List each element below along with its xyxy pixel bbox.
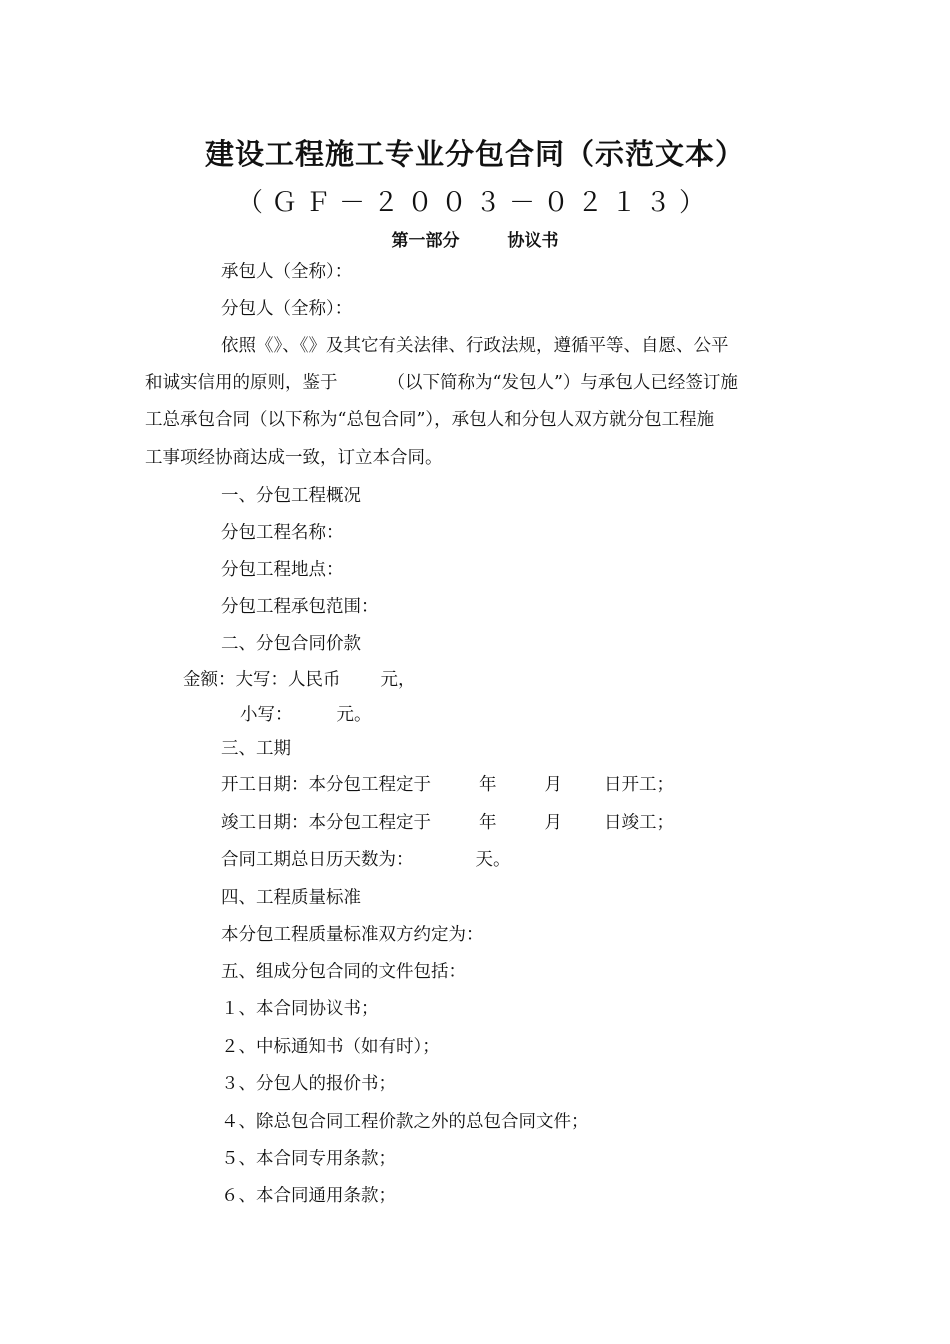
total-days-label: 合同工期总日历天数为： — [221, 850, 414, 870]
document-title: 建设工程施工专业分包合同（示范文本） — [204, 137, 745, 171]
finish-day: 日竣工； — [604, 813, 674, 833]
list-item: ５、本合同专用条款； — [221, 1149, 396, 1169]
finish-date-label: 竣工日期：本分包工程定于 — [221, 813, 431, 833]
list-item: ６、本合同通用条款； — [221, 1186, 396, 1206]
list-item: １、本合同协议书； — [221, 999, 379, 1019]
section-2-heading: 二、分包合同价款 — [221, 634, 361, 654]
total-days-unit: 天。 — [475, 850, 511, 870]
intro-line-2 — [145, 371, 738, 395]
project-name-line: 分包工程名称： — [221, 523, 344, 543]
project-location-line: 分包工程地点： — [221, 560, 344, 580]
start-date-line — [221, 773, 674, 797]
start-year: 年 — [479, 775, 497, 795]
section-4-heading: 四、工程质量标准 — [221, 888, 361, 908]
start-date-label: 开工日期：本分包工程定于 — [221, 775, 431, 795]
contractor-line: 承包人（全称）： — [221, 262, 353, 282]
intro-line-1: 依照《》、《》及其它有关法律、行政法规，遵循平等、自愿、公平 — [221, 336, 729, 356]
amount-words-line — [183, 668, 416, 692]
list-item: ３、分包人的报价书； — [221, 1074, 396, 1094]
finish-date-line — [221, 811, 674, 835]
list-item: ２、中标通知书（如有时）； — [221, 1037, 440, 1057]
amount-figures-label: 小写： — [240, 705, 293, 725]
intro-line-3: 工总承包合同（以下称为“总包合同”），承包人和分包人双方就分包工程施 — [145, 410, 715, 430]
document-code: （ＧＦ－２００３－０２１３） — [236, 188, 713, 218]
amount-words-unit: 元， — [380, 670, 416, 690]
section-3-heading: 三、工期 — [221, 739, 291, 759]
part-name: 协议书 — [507, 231, 559, 251]
amount-figures-unit: 元。 — [336, 705, 372, 725]
total-days-line — [221, 848, 511, 872]
start-day: 日开工； — [604, 775, 674, 795]
part-label: 第一部分 — [391, 231, 460, 251]
finish-month: 月 — [544, 813, 562, 833]
amount-words-label: 金额：大写：人民币 — [183, 670, 341, 690]
start-month: 月 — [544, 775, 562, 795]
intro-line-2a: 和诚实信用的原则，鉴于 — [145, 373, 338, 393]
section-5-heading: 五、组成分包合同的文件包括： — [221, 962, 466, 982]
intro-line-2b: （以下简称为“发包人”）与承包人已经签订施 — [387, 373, 738, 393]
section-1-heading: 一、分包工程概况 — [221, 486, 361, 506]
part-heading — [0, 226, 950, 251]
finish-year: 年 — [479, 813, 497, 833]
project-scope-line: 分包工程承包范围： — [221, 597, 379, 617]
quality-standard-line: 本分包工程质量标准双方约定为： — [221, 925, 484, 945]
list-item: ４、除总包合同工程价款之外的总包合同文件； — [221, 1112, 589, 1132]
intro-line-4: 工事项经协商达成一致，订立本合同。 — [145, 448, 443, 468]
subcontractor-line: 分包人（全称）： — [221, 299, 353, 319]
amount-figures-line — [240, 703, 372, 727]
